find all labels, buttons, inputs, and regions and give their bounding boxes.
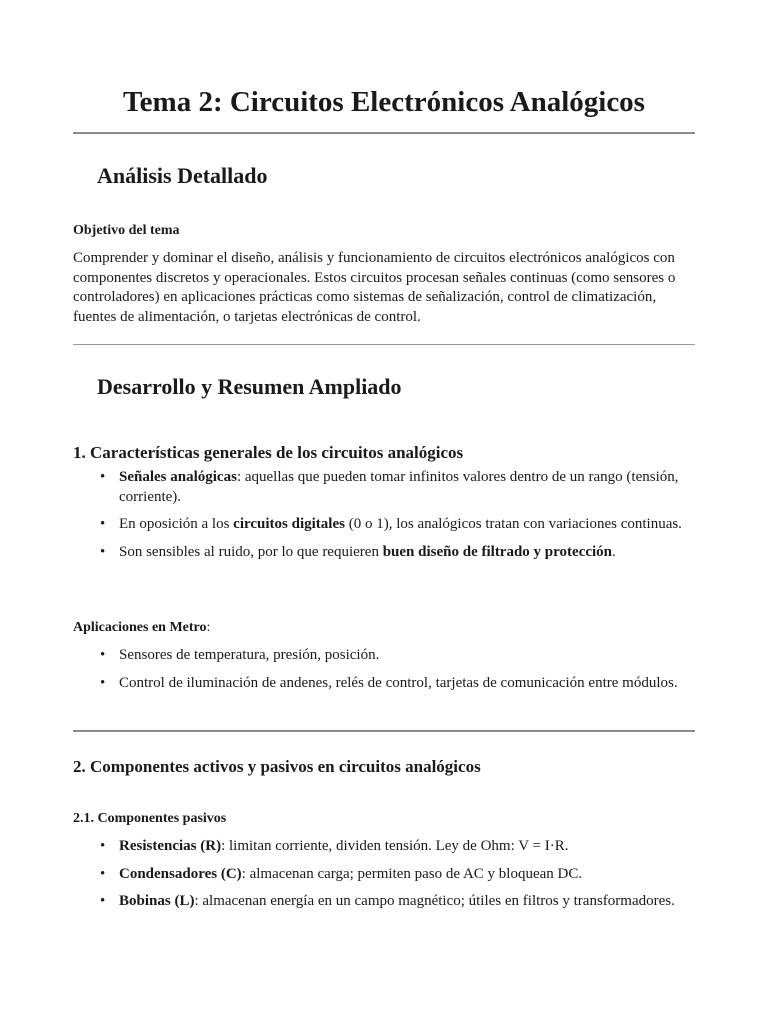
subsection-heading-2-1: 2.1. Componentes pasivos: [73, 811, 227, 826]
section-divider: [73, 344, 695, 345]
subsection-heading-2: 2. Componentes activos y pasivos en circuitos analógicos: [73, 757, 481, 776]
caracteristicas-list: [73, 468, 698, 570]
section-divider: [73, 730, 695, 732]
list-item: • Control de iluminación de andenes, relés de control, tarjetas de comunicación entre módulos.: [73, 674, 698, 694]
bullet-icon: •: [100, 838, 106, 854]
list-item: • Son sensibles al ruido, por lo que requieren buen diseño de filtrado y protección.: [73, 543, 698, 563]
bullet-icon: •: [100, 543, 106, 560]
page-title: Tema 2: Circuitos Electrónicos Analógicos: [123, 86, 645, 118]
list-item: • Sensores de temperatura, presión, posición.: [73, 646, 698, 666]
bullet-icon: •: [100, 893, 106, 909]
bullet-icon: •: [100, 647, 106, 663]
list-item: • En oposición a los circuitos digitales (0 o 1), los analógicos tratan con variaciones continuas.: [73, 515, 698, 535]
list-item: • Bobinas (L): almacenan energía en un campo magnético; útiles en filtros y transformadores.: [73, 892, 698, 912]
aplicaciones-list: [73, 646, 698, 701]
objetivo-paragraph: Comprender y dominar el diseño, análisis y funcionamiento de circuitos electrónicos analógicos con componentes discretos y operacionales. Estos circuitos procesan señales continuas (como sensores o controladores) en aplicaciones prácticas como sistemas de señalización, control de climatización, fuentes de alimentación, o tarjetas electrónicas de control.: [73, 250, 676, 325]
list-item: • Señales analógicas: aquellas que pueden tomar infinitos valores dentro de un rango (tensión, corriente).: [100, 469, 679, 505]
list-item: • Condensadores (C): almacenan carga; permiten paso de AC y bloquean DC.: [73, 865, 698, 885]
section-heading-desarrollo: Desarrollo y Resumen Ampliado: [97, 374, 402, 399]
title-divider: [73, 132, 695, 134]
objetivo-label: Objetivo del tema: [73, 223, 180, 238]
list-item: • Resistencias (R): limitan corriente, dividen tensión. Ley de Ohm: V = I·R.: [73, 837, 698, 857]
componentes-pasivos-list: [73, 837, 698, 920]
subsection-heading-1: 1. Características generales de los circuitos analógicos: [73, 443, 464, 462]
bullet-icon: •: [100, 674, 106, 691]
section-heading-analisis: Análisis Detallado: [97, 163, 268, 188]
bullet-icon: •: [100, 469, 106, 485]
bullet-icon: •: [100, 516, 106, 532]
aplicaciones-label: Aplicaciones en Metro:: [73, 620, 211, 635]
bullet-icon: •: [100, 865, 106, 882]
